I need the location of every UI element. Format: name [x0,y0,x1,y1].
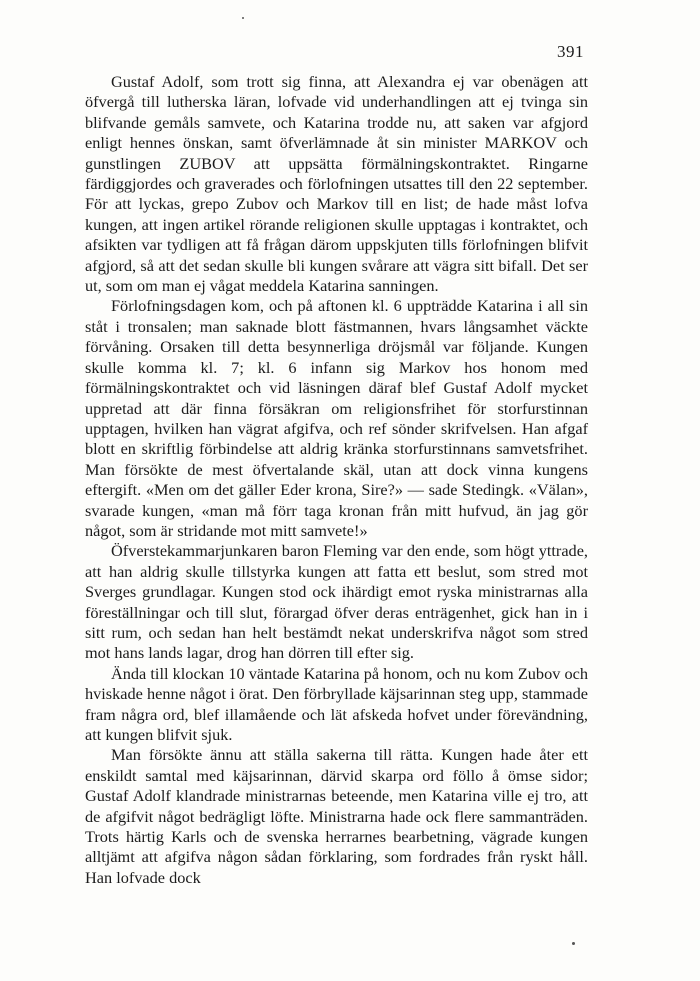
paragraph-5: Man försökte ännu att ställa sakerna till rätta. Kungen hade åter ett enskildt samtal med käjsarinnan, därvid skarpa ord föllo å ömse sidor; Gustaf Adolf klandrade ministrarnas beteende, men Katarina ville ej tro, att de afgifvit något bedrägligt löfte. Ministrarna hade ock flere sammanträden. Trots härtig Karls och de svenska herrarnes bearbetning, vägrade kungen alltjämt att afgifva någon sådan förklaring, som fordrades från ryskt håll. Han lofvade dock [85,745,588,887]
paragraph-2: Förlofningsdagen kom, och på aftonen kl. 6 uppträdde Katarina i all sin ståt i tronsalen; man saknade blott fästmannen, hvars långsamhet väckte förvåning. Orsaken till detta besynnerliga dröjsmål var följande. Kungen skulle komma kl. 7; kl. 6 infann sig Markov hos honom med förmälningskontraktet och vid läsningen däraf blef Gustaf Adolf mycket uppretad att där finna försäkran om religionsfrihet för storfurstinnan upptagen, hvilken han vägrat afgifva, och ref sönder skrifvelsen. Han afgaf blott en skriftlig förbindelse att aldrig kränka storfurstinnans samvetsfrihet. Man försökte de mest öfvertalande skäl, utan att dock vinna kungens eftergift. «Men om det gäller Eder krona, Sire?» — sade Stedingk. «Välan», svarade kungen, «man må förr taga kronan från mitt hufvud, än jag gör något, som är stridande mot mitt samvete!» [85,296,588,540]
body-text [85,72,588,888]
page-number: 391 [557,42,584,61]
paragraph-4: Ända till klockan 10 väntade Katarina på honom, och nu kom Zubov och hviskade henne något i örat. Den förbryllade käjsarinnan steg upp, stammade fram några ord, blef illamående och lät afskeda hofvet under förevändning, att kungen blifvit sjuk. [85,663,588,744]
scan-speck-bottom [572,942,575,945]
paragraph-1: Gustaf Adolf, som trott sig finna, att Alexandra ej var obenägen att öfvergå till lutherska läran, lofvade vid underhandlingen att ej tvinga sin blifvande gemåls samvete, och Katarina trodde nu, att saken var afgjord enligt hennes önskan, samt öfverlämnade åt sin minister MARKOV och gunstlingen ZUBOV att uppsätta förmälningskontraktet. Ringarne färdiggjordes och graverades och förlofningen utsattes till den 22 september. För att lyckas, grepo Zubov och Markov till en list; de hade måst lofva kungen, att ingen artikel rörande religionen skulle upptagas i kontraktet, och afsikten var tydligen att få frågan därom uppskjuten tills förlofningen blifvit afgjord, så att det sedan skulle bli kungen svårare att vägra sitt bifall. Det ser ut, som om man ej vågat meddela Katarina sanningen. [85,72,588,296]
paragraph-3: Öfverstekammarjunkaren baron Fleming var den ende, som högt yttrade, att han aldrig skulle tillstyrka kungen att fatta ett beslut, som stred mot Sverges grundlagar. Kungen stod ock ihärdigt emot ryska ministrarnas alla föreställningar och till slut, förargad öfver deras enträgenhet, gick han in i sitt rum, och sedan han helt bestämdt nekat underskrifva något som stred mot hans lands lagar, drog han dörren till efter sig. [85,541,588,663]
scan-speck-top [242,17,244,19]
